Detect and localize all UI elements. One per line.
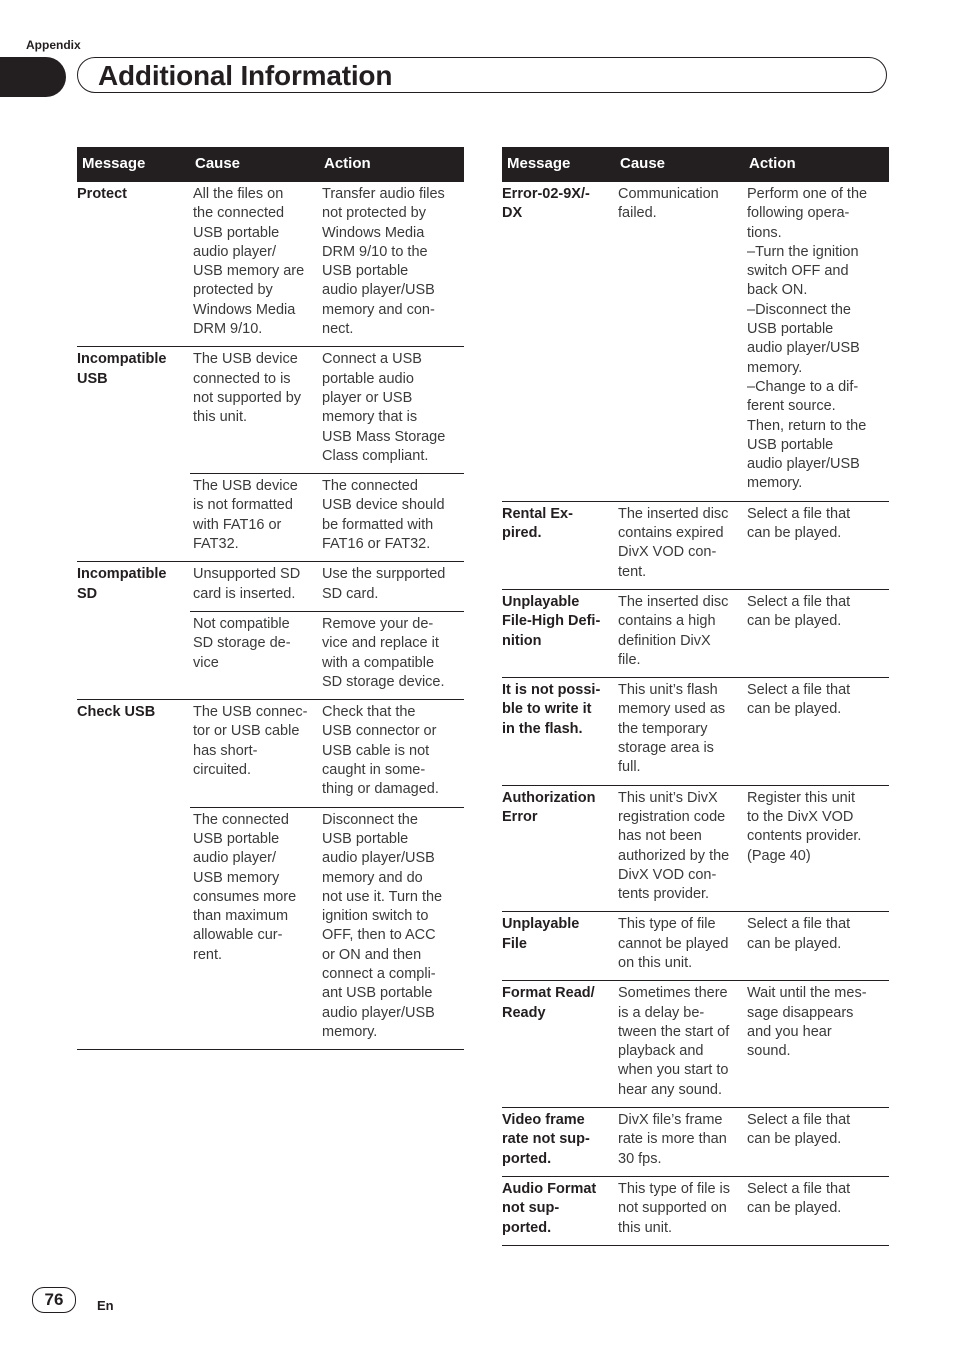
cause-cell: The USB device is not formatted with FAT16 or FAT32. — [190, 474, 319, 562]
column-header-message: Message — [502, 147, 615, 182]
table-row — [502, 1176, 889, 1245]
table-row — [502, 981, 889, 1108]
action-cell: Use the surpported SD card. — [319, 562, 464, 612]
action-cell: Check that the USB connector or USB cable is not caught in some- thing or damaged. — [319, 700, 464, 807]
table-row — [502, 678, 889, 785]
message-cell: Audio Format not sup- ported. — [502, 1176, 615, 1245]
cause-cell: Communication failed. — [615, 182, 744, 502]
cause-cell: The USB connec- tor or USB cable has short- circuited. — [190, 700, 319, 807]
table-row — [77, 347, 464, 474]
section-label: Appendix — [26, 38, 81, 52]
cause-cell: This type of file is not supported on this unit. — [615, 1176, 744, 1245]
action-cell: The connected USB device should be formatted with FAT16 or FAT32. — [319, 474, 464, 562]
cause-cell: This unit’s DivX registration code has not been authorized by the DivX VOD con- tents provider. — [615, 785, 744, 912]
table-row — [77, 700, 464, 807]
table-row — [77, 562, 464, 612]
table-row — [77, 182, 464, 347]
action-cell: Select a file that can be played. — [744, 589, 889, 677]
section-tab — [0, 57, 66, 97]
column-header-action: Action — [319, 147, 464, 182]
cause-cell: The inserted disc contains expired DivX VOD con- tent. — [615, 501, 744, 589]
action-cell: Disconnect the USB portable audio player/USB memory and do not use it. Turn the ignition switch to OFF, then to ACC or ON and then connect a compli- ant USB portable audio player/USB memory. — [319, 807, 464, 1050]
action-cell: Register this unit to the DivX VOD contents provider. (Page 40) — [744, 785, 889, 912]
cause-cell: The USB device connected to is not supported by this unit. — [190, 347, 319, 474]
action-cell: Select a file that can be played. — [744, 1176, 889, 1245]
action-cell: Select a file that can be played. — [744, 501, 889, 589]
message-cell: Video frame rate not sup- ported. — [502, 1108, 615, 1177]
action-cell: Connect a USB portable audio player or USB memory that is USB Mass Storage Class compliant. — [319, 347, 464, 474]
column-header-action: Action — [744, 147, 889, 182]
action-cell: Select a file that can be played. — [744, 1108, 889, 1177]
action-cell: Select a file that can be played. — [744, 912, 889, 981]
action-cell: Wait until the mes- sage disappears and you hear sound. — [744, 981, 889, 1108]
action-cell: Remove your de- vice and replace it with a compatible SD storage device. — [319, 611, 464, 699]
table-row — [502, 501, 889, 589]
cause-cell: All the files on the connected USB portable audio player/ USB memory are protected by Windows Media DRM 9/10. — [190, 182, 319, 347]
cause-cell: Unsupported SD card is inserted. — [190, 562, 319, 612]
action-cell: Perform one of the following opera- tions. –Turn the ignition switch OFF and back ON. –Disconnect the USB portable audio player/USB memory. –Change to a dif- ferent source. Then, return to the USB portable audio player/USB memory. — [744, 182, 889, 502]
action-cell: Select a file that can be played. — [744, 678, 889, 785]
table-header-row — [502, 147, 889, 182]
message-cell: Protect — [77, 182, 190, 347]
cause-cell: The connected USB portable audio player/ USB memory consumes more than maximum allowable cur- rent. — [190, 807, 319, 1050]
table-row — [502, 1108, 889, 1177]
cause-cell: Not compatible SD storage de- vice — [190, 611, 319, 699]
language-label: En — [97, 1298, 114, 1313]
cause-cell: DivX file’s frame rate is more than 30 fps. — [615, 1108, 744, 1177]
message-cell: Unplayable File-High Defi- nition — [502, 589, 615, 677]
column-header-cause: Cause — [615, 147, 744, 182]
cause-cell: Sometimes there is a delay be- tween the start of playback and when you start to hear any sound. — [615, 981, 744, 1108]
message-cell: It is not possi- ble to write it in the flash. — [502, 678, 615, 785]
message-cell: Error-02-9X/- DX — [502, 182, 615, 502]
message-cell: Authorization Error — [502, 785, 615, 912]
table-row — [502, 182, 889, 502]
message-cell: Unplayable File — [502, 912, 615, 981]
table-row — [502, 785, 889, 912]
cause-cell: This type of file cannot be played on this unit. — [615, 912, 744, 981]
message-cell: Check USB — [77, 700, 190, 1050]
message-cell: Format Read/ Ready — [502, 981, 615, 1108]
table-row — [502, 912, 889, 981]
page-number: 76 — [32, 1287, 76, 1313]
message-cell: Incompatible SD — [77, 562, 190, 700]
column-header-cause: Cause — [190, 147, 319, 182]
column-header-message: Message — [77, 147, 190, 182]
table-header-row — [77, 147, 464, 182]
title-banner — [77, 57, 887, 93]
cause-cell: This unit’s flash memory used as the temporary storage area is full. — [615, 678, 744, 785]
table-row — [502, 589, 889, 677]
message-cell: Incompatible USB — [77, 347, 190, 562]
message-cell: Rental Ex- pired. — [502, 501, 615, 589]
page-title: Additional Information — [98, 60, 393, 91]
message-table-left — [77, 147, 464, 1050]
message-table-right — [502, 147, 889, 1246]
cause-cell: The inserted disc contains a high definition DivX file. — [615, 589, 744, 677]
action-cell: Transfer audio files not protected by Windows Media DRM 9/10 to the USB portable audio player/USB memory and con- nect. — [319, 182, 464, 347]
